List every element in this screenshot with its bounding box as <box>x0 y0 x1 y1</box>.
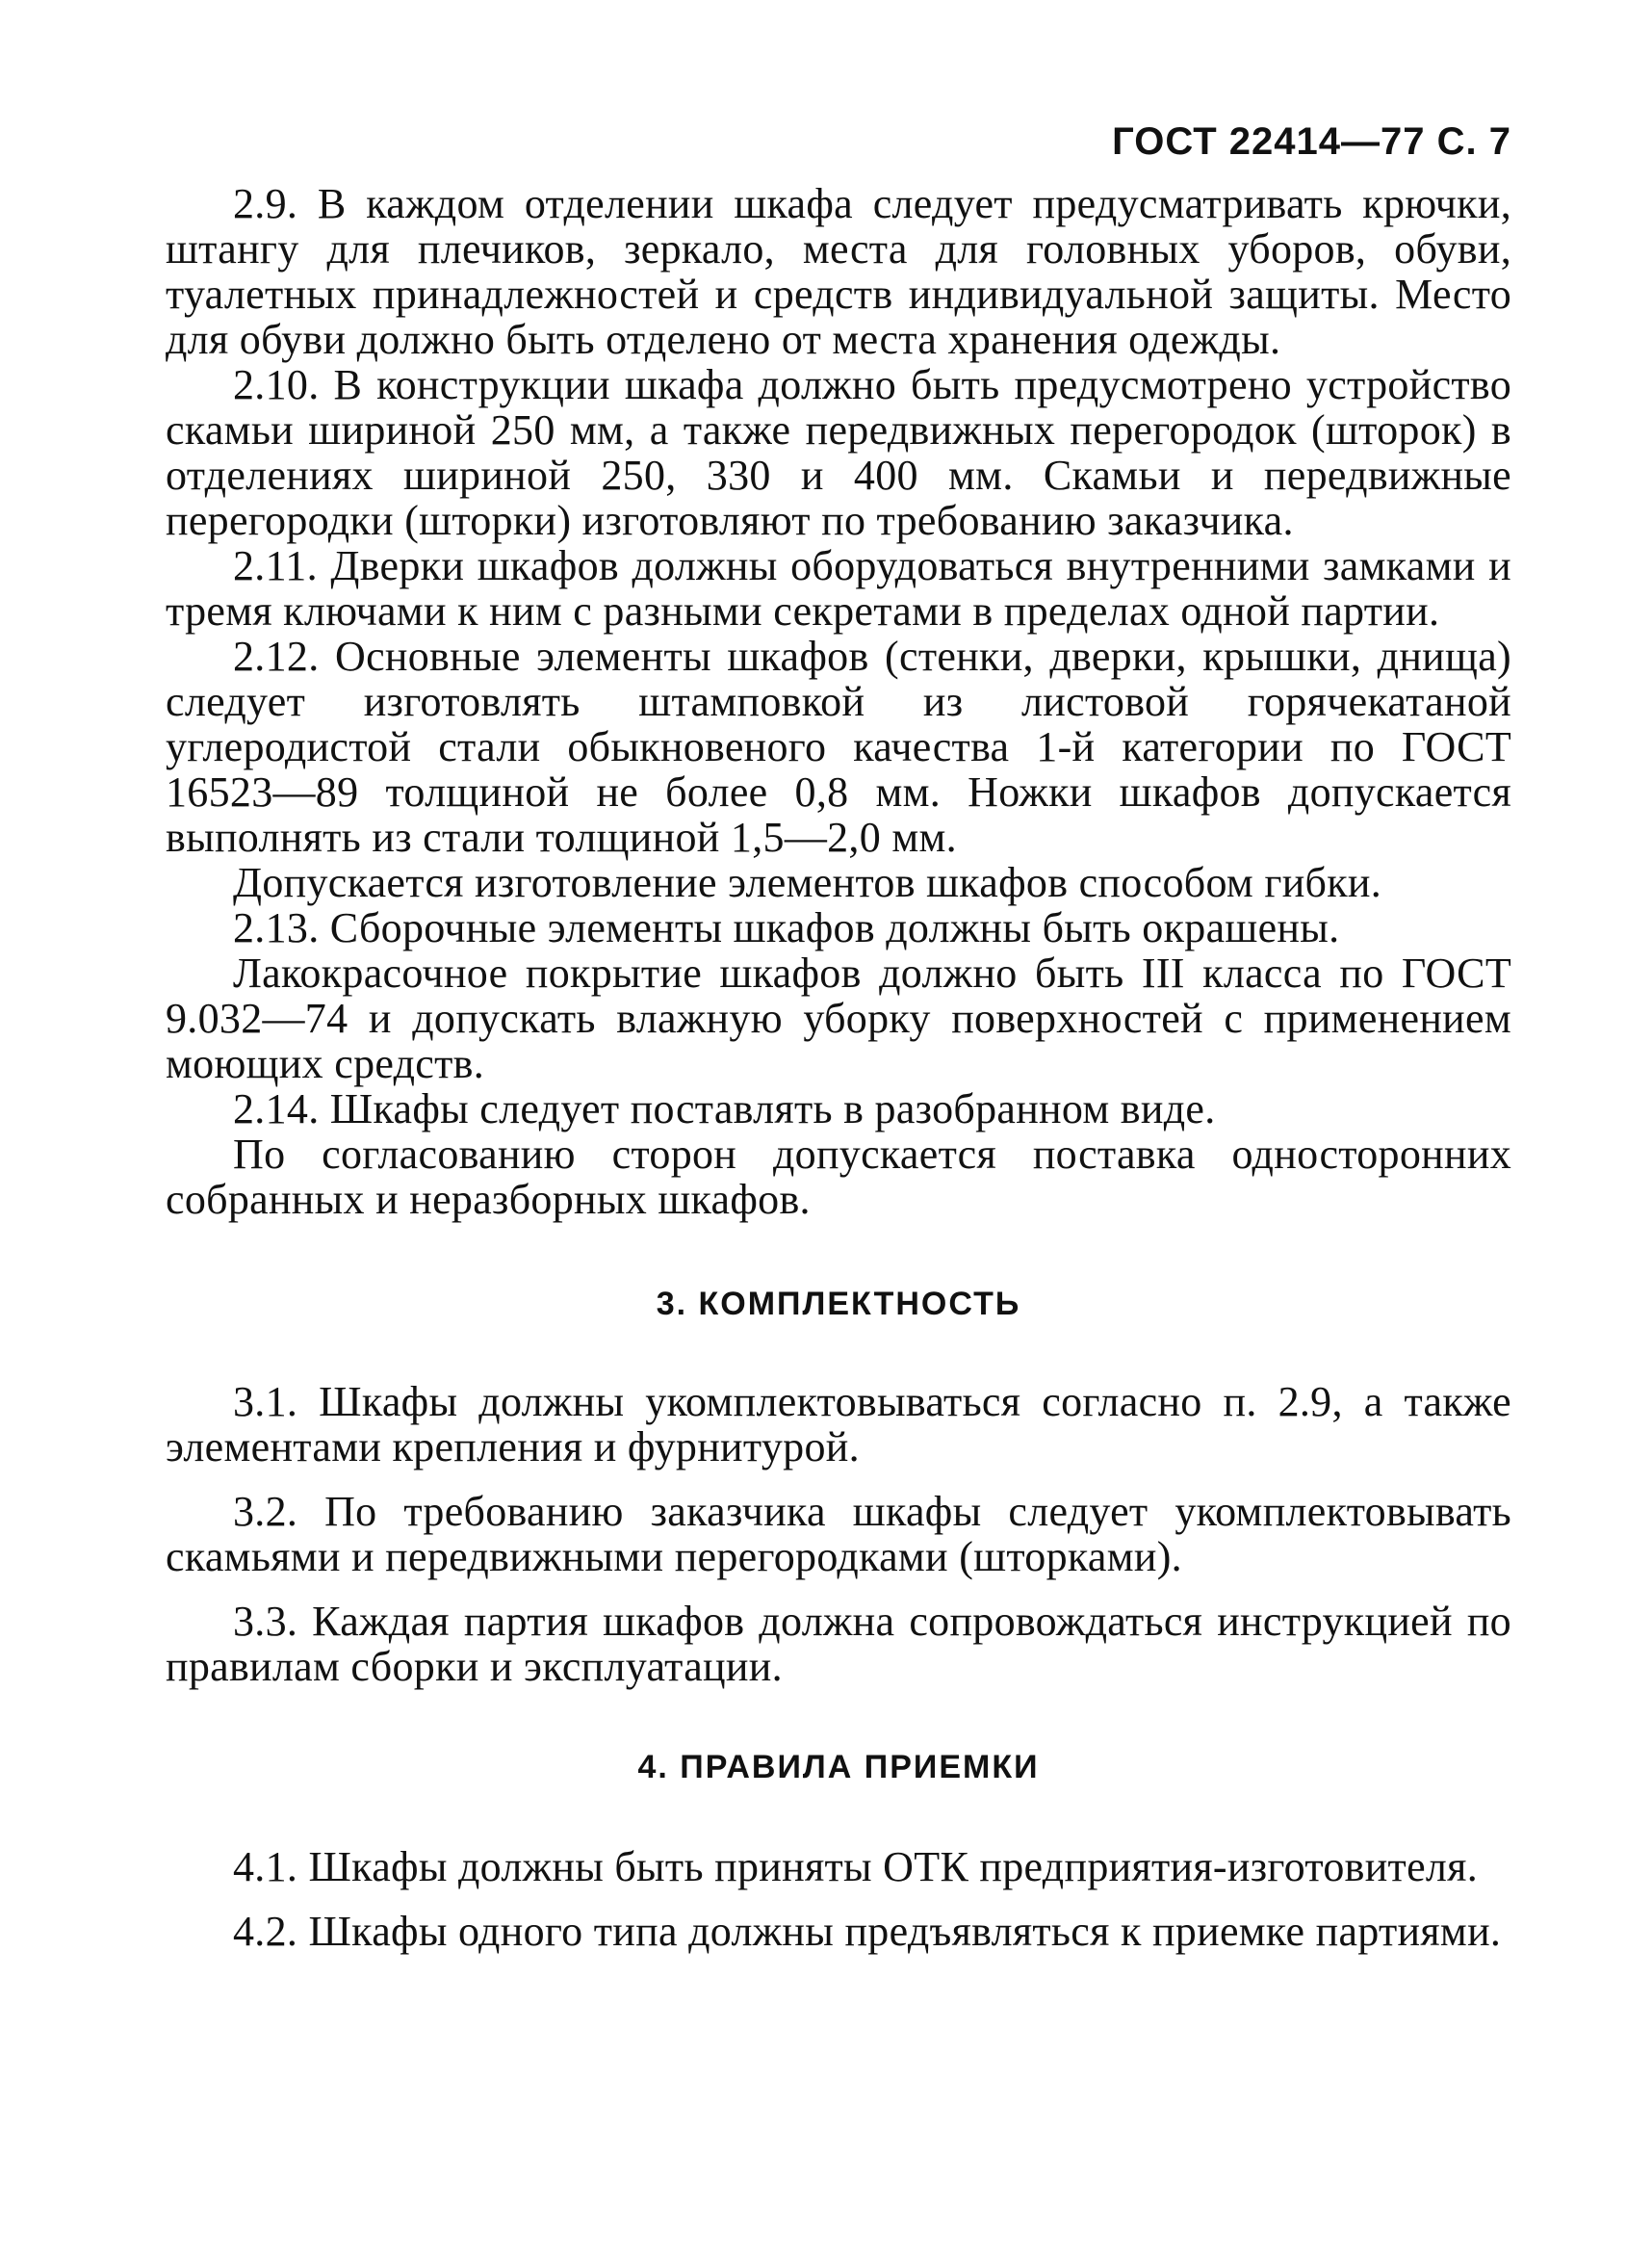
paragraph-2-14: 2.14. Шкафы следует поставлять в разобранном виде. <box>233 1085 1216 1132</box>
paragraph-4-2: 4.2. Шкафы одного типа должны предъявляться к приемке партиями. <box>233 1908 1502 1955</box>
section-3-title: 3. КОМПЛЕКТНОСТЬ <box>656 1286 1021 1322</box>
paragraph-2-9: 2.9. В каждом отделении шкафа следует предусматривать крючки, штангу для плечиков, зеркало, места для головных уборов, обуви, туалетных принадлежностей и средств индивидуальной защиты. Место для обуви должно быть отделено от места хранения одежды. <box>166 180 1511 363</box>
paragraph-2-10: 2.10. В конструкции шкафа должно быть предусмотрено устройство скамьи шириной 250 мм, а также передвижных перегородок (шторок) в отделениях шириной 250, 330 и 400 мм. Скамьи и передвижные перегородки (шторки) изготовляют по требованию заказчика. <box>166 361 1511 544</box>
paragraph-2-14-agreement: По согласованию сторон допускается поставка односторонних собранных и неразборных шкафов. <box>166 1131 1511 1223</box>
paragraph-2-13-coating: Лакокрасочное покрытие шкафов должно быть III класса по ГОСТ 9.032—74 и допускать влажную уборку поверхностей с применением моющих средств. <box>166 950 1511 1087</box>
section-4-title: 4. ПРАВИЛА ПРИЕМКИ <box>637 1749 1040 1785</box>
paragraph-3-3: 3.3. Каждая партия шкафов должна сопровождаться инструкцией по правилам сборки и эксплуатации. <box>166 1598 1511 1690</box>
paragraph-2-12-bending: Допускается изготовление элементов шкафов способом гибки. <box>233 859 1382 906</box>
document-page <box>166 120 1511 1954</box>
paragraph-3-1: 3.1. Шкафы должны укомплектовываться согласно п. 2.9, а также элементами крепления и фурнитурой. <box>166 1378 1511 1470</box>
paragraph-3-2: 3.2. По требованию заказчика шкафы следует укомплектовывать скамьями и передвижными перегородками (шторками). <box>166 1488 1511 1580</box>
paragraph-2-12: 2.12. Основные элементы шкафов (стенки, дверки, крышки, днища) следует изготовлять штамповкой из листовой горячекатаной углеродистой стали обыкновеного качества 1-й категории по ГОСТ 16523—89 толщиной не более 0,8 мм. Ножки шкафов допускается выполнять из стали толщиной 1,5—2,0 мм. <box>166 633 1511 861</box>
paragraph-2-13: 2.13. Сборочные элементы шкафов должны быть окрашены. <box>233 904 1340 951</box>
paragraph-4-1: 4.1. Шкафы должны быть приняты ОТК предприятия-изготовителя. <box>233 1843 1478 1890</box>
paragraph-2-11: 2.11. Дверки шкафов должны оборудоваться внутренними замками и тремя ключами к ним с разными секретами в пределах одной партии. <box>166 542 1511 635</box>
running-head: ГОСТ 22414—77 С. 7 <box>1112 120 1511 163</box>
